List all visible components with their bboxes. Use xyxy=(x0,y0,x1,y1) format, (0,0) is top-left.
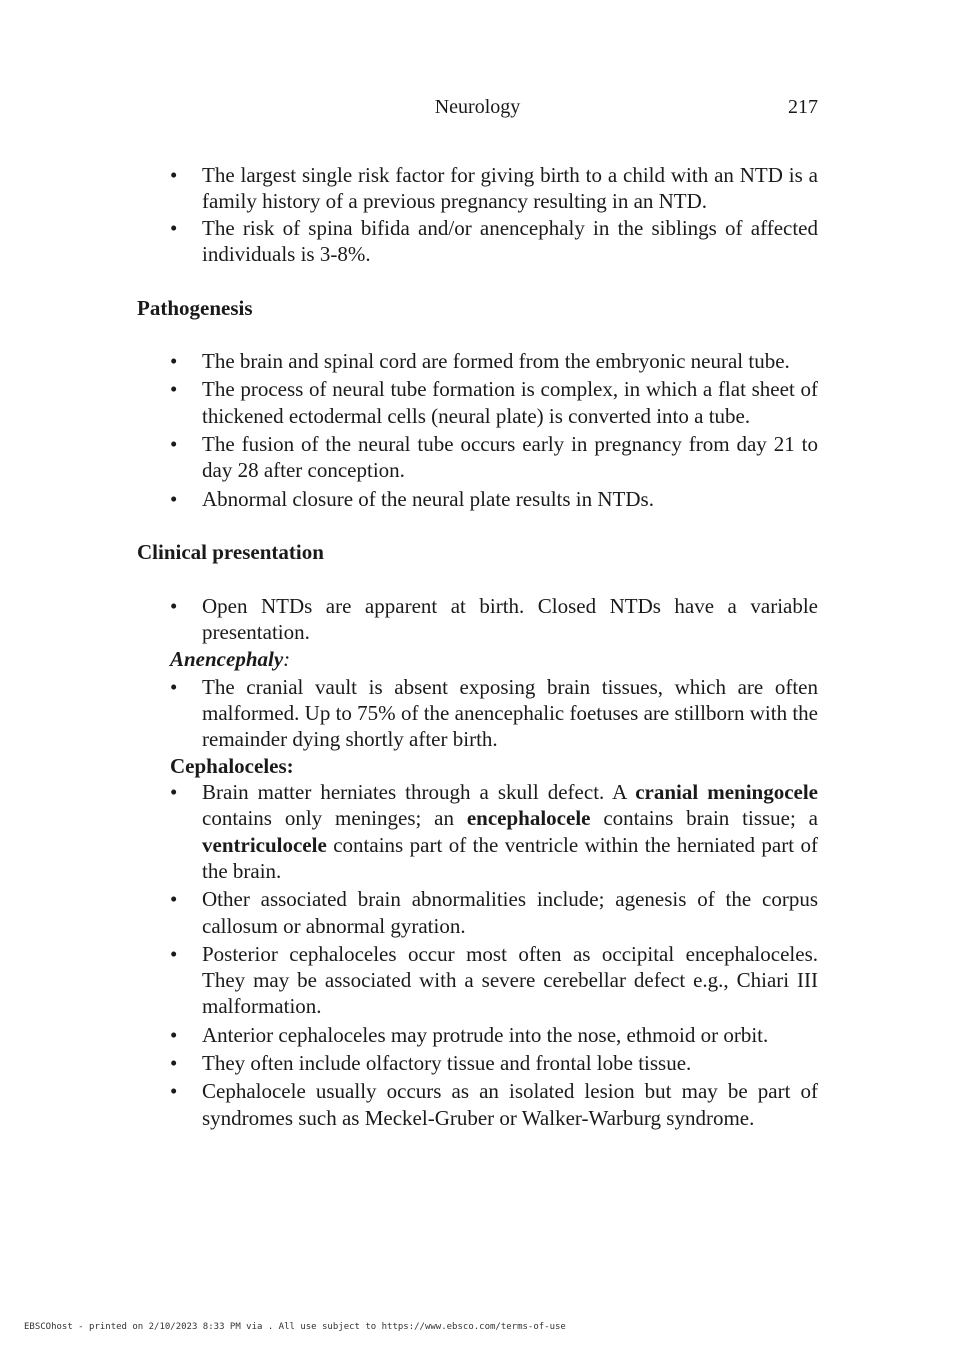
list-item: • Open NTDs are apparent at birth. Closed NTDs have a variable presentation. xyxy=(137,593,818,646)
list-item: • Other associated brain abnormalities include; agenesis of the corpus callosum or abnormal gyration. xyxy=(137,886,818,939)
term-cranial-meningocele: cranial meningocele xyxy=(635,780,819,805)
list-item: • They often include olfactory tissue and frontal lobe tissue. xyxy=(137,1050,818,1076)
list-item: • The brain and spinal cord are formed from the embryonic neural tube. xyxy=(137,348,818,374)
running-head xyxy=(137,96,818,122)
running-head-title: Neurology xyxy=(434,96,521,118)
list-item xyxy=(137,779,818,884)
anencephaly-bullet-list xyxy=(137,674,818,753)
pathogenesis-bullet-list xyxy=(137,348,818,512)
term-ventriculocele: ventriculocele xyxy=(202,832,327,857)
clinical-bullet-list xyxy=(137,593,818,646)
anencephaly-colon: : xyxy=(283,646,291,671)
text-run: contains brain tissue; a xyxy=(590,806,818,831)
term-encephalocele: encephalocele xyxy=(466,806,591,831)
page-number: 217 xyxy=(788,96,818,118)
list-item: • The fusion of the neural tube occurs early in pregnancy from day 21 to day 28 after conception. xyxy=(137,431,818,484)
list-item: • The largest single risk factor for giving birth to a child with an NTD is a family history of a previous pregnancy resulting in an NTD. xyxy=(137,162,818,215)
anencephaly-subheading xyxy=(137,646,818,672)
pathogenesis-heading: Pathogenesis xyxy=(137,296,253,321)
clinical-presentation-heading: Clinical presentation xyxy=(137,539,324,564)
list-item: • The risk of spina bifida and/or anencephaly in the siblings of affected individuals is 3-8%. xyxy=(137,215,818,268)
anencephaly-label: Anencephaly xyxy=(170,646,284,671)
text-run: Brain matter herniates through a skull defect. A xyxy=(202,780,636,805)
list-item: • Posterior cephaloceles occur most often as occipital encephaloceles. They may be associated with a severe cerebellar defect e.g., Chiari III malformation. xyxy=(137,941,818,1020)
list-item: • The process of neural tube formation is complex, in which a flat sheet of thickened ectodermal cells (neural plate) is converted into a tube. xyxy=(137,376,818,429)
cephaloceles-bullet-list xyxy=(137,779,818,1131)
ebsco-footer: EBSCOhost - printed on 2/10/2023 8:33 PM via . All use subject to https://www.ebsco.com/terms-of-use xyxy=(24,1322,566,1332)
list-item: • The cranial vault is absent exposing brain tissues, which are often malformed. Up to 75% of the anencephalic foetuses are stillborn with the remainder dying shortly after birth. xyxy=(137,674,818,753)
intro-bullet-list xyxy=(137,162,818,267)
list-item: • Abnormal closure of the neural plate results in NTDs. xyxy=(137,486,818,512)
list-item: • Cephalocele usually occurs as an isolated lesion but may be part of syndromes such as Meckel-Gruber or Walker-Warburg syndrome. xyxy=(137,1078,818,1131)
text-run: contains only meninges; an xyxy=(202,806,467,831)
cephaloceles-subheading: Cephaloceles: xyxy=(170,753,294,778)
page-content xyxy=(137,162,818,1131)
list-item: • Anterior cephaloceles may protrude into the nose, ethmoid or orbit. xyxy=(137,1022,818,1048)
text-run: contains part of the ventricle within the herniated part of the brain. xyxy=(202,832,818,883)
